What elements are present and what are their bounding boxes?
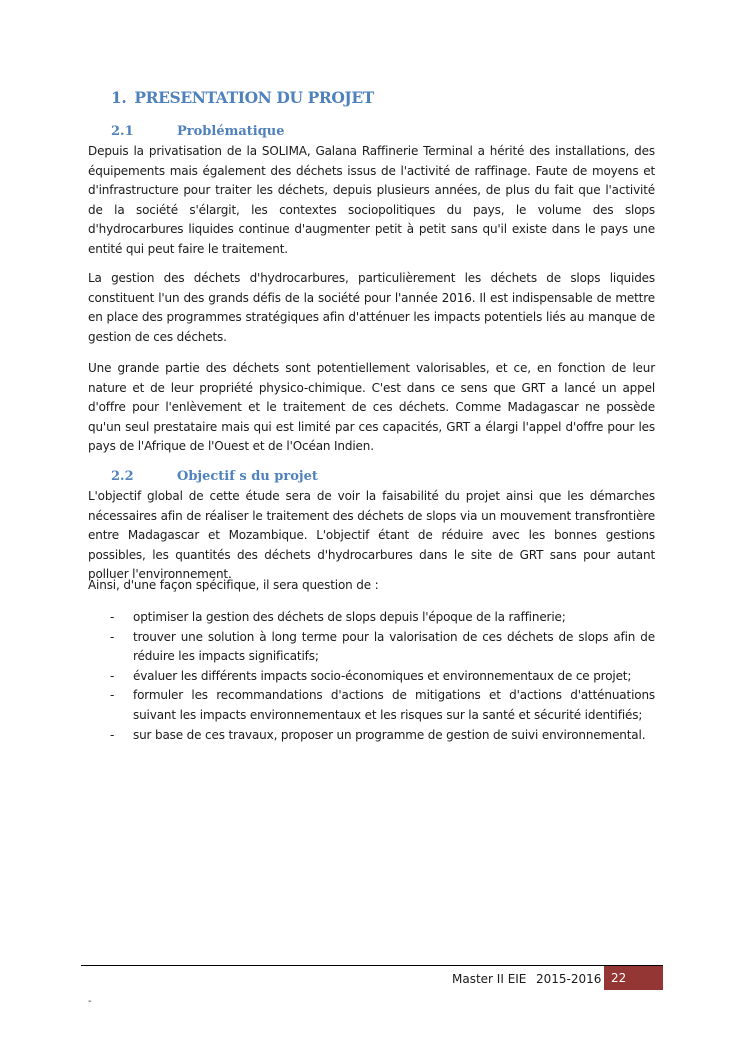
list-item bbox=[88, 726, 655, 746]
bullet-dash: - bbox=[110, 610, 115, 624]
subsection-heading-objectifs bbox=[111, 469, 318, 484]
section-title: PRESENTATION DU PROJET bbox=[134, 88, 374, 107]
page-number: 22 bbox=[604, 966, 663, 990]
list-item bbox=[88, 686, 655, 725]
list-item bbox=[88, 608, 655, 628]
stray-mark: - bbox=[88, 996, 92, 1007]
list-item-text: évaluer les différents impacts socio-économiques et environnementaux de ce projet; bbox=[133, 668, 632, 683]
footer-program: Master II EIE bbox=[452, 972, 527, 986]
list-item-text: sur base de ces travaux, proposer un programme de gestion de suivi environnemental. bbox=[133, 727, 646, 742]
list-item bbox=[88, 628, 655, 667]
subsection-number: 2.1 bbox=[111, 124, 134, 139]
paragraph: Ainsi, d'une façon spécifique, il sera question de : bbox=[88, 578, 379, 592]
bullet-dash: - bbox=[110, 668, 115, 683]
objectives-list bbox=[88, 608, 655, 745]
list-item-text: formuler les recommandations d'actions de mitigations et d'actions d'atténuations suivant les impacts environnementaux et les risques sur la santé et sécurité identifiés; bbox=[133, 688, 655, 722]
footer-divider bbox=[81, 965, 663, 966]
paragraph: Une grande partie des déchets sont potentiellement valorisables, et ce, en fonction de leur nature et de leur propriété physico-chimique. C'est dans ce sens que GRT a lancé un appel d'offre pour l'enlèvement et le traitement de ces déchets. Comme Madagascar ne possède qu'un seul prestataire mais qui est limité par ces capacités, GRT a élargi l'appel d'offre pour les pays de l'Afrique de l'Ouest et de l'Océan Indien. bbox=[88, 361, 655, 454]
subsection-number: 2.2 bbox=[111, 469, 134, 484]
paragraph: L'objectif global de cette étude sera de voir la faisabilité du projet ainsi que les démarches nécessaires afin de réaliser le traitement des déchets de slops via un mouvement transfrontière entre Madagascar et Mozambique. L'objectif étant de réduire avec les bonnes gestions possibles, les quantités des déchets d'hydrocarbures dans le site de GRT sans pour autant polluer l'environnement. bbox=[88, 489, 655, 582]
paragraph: Depuis la privatisation de la SOLIMA, Galana Raffinerie Terminal a hérité des installations, des équipements mais également des déchets issus de l'activité de raffinage. Faute de moyens et d'infrastructure pour traiter les déchets, depuis plusieurs années, de plus du fait que l'activité de la société s'élargit, les contextes sociopolitiques du pays, le volume des slops d'hydrocarbures liquides continue d'augmenter petit à petit sans qu'il existe dans le pays une entité qui peut faire le traitement. bbox=[88, 144, 655, 256]
subsection-title: Objectif s du projet bbox=[177, 469, 318, 484]
bullet-dash: - bbox=[110, 688, 115, 703]
section-heading bbox=[111, 88, 374, 107]
footer-years: 2015-2016 bbox=[536, 972, 602, 986]
paragraph: La gestion des déchets d'hydrocarbures, particulièrement les déchets de slops liquides constituent l'un des grands défis de la société pour l'année 2016. Il est indispensable de mettre en place des programmes stratégiques afin d'atténuer les impacts potentiels liés au manque de gestion de ces déchets. bbox=[88, 271, 655, 344]
list-item-text: optimiser la gestion des déchets de slops depuis l'époque de la raffinerie; bbox=[133, 610, 566, 624]
bullet-dash: - bbox=[110, 629, 115, 644]
list-item-text: trouver une solution à long terme pour la valorisation de ces déchets de slops afin de réduire les impacts significatifs; bbox=[133, 629, 655, 664]
bullet-dash: - bbox=[110, 727, 115, 742]
subsection-heading-problematique bbox=[111, 124, 285, 139]
list-item bbox=[88, 667, 655, 687]
subsection-title: Problématique bbox=[177, 124, 285, 139]
section-number: 1. bbox=[111, 88, 127, 107]
